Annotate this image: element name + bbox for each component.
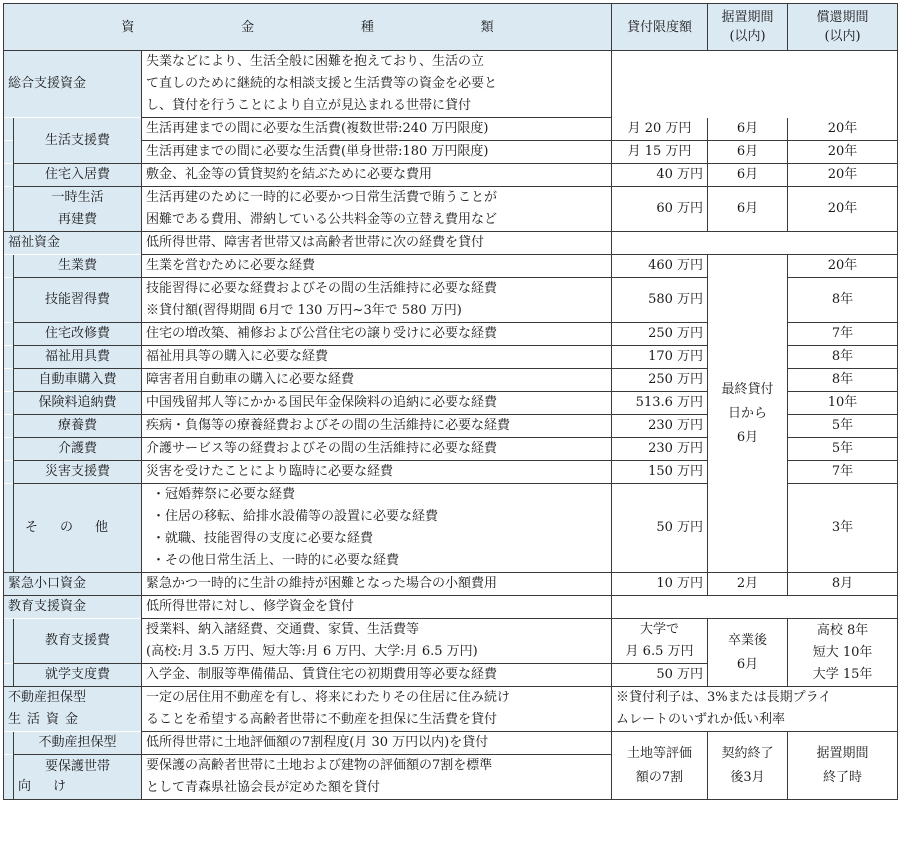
sogo-row bbox=[4, 51, 898, 118]
fukushi-empty bbox=[612, 232, 898, 255]
kyoiku-grace-2: 6月 bbox=[736, 656, 759, 672]
ichiji-limit: 60 万円 bbox=[612, 187, 708, 232]
fukushi-item-name: 介護費 bbox=[14, 438, 142, 461]
fudosan-name-2: 生活資金 bbox=[8, 712, 85, 727]
fukushi-item-limit: 513.6 万円 bbox=[612, 392, 708, 415]
fukushi-item-desc-2: ※貸付額(習得期間 6月で 130 万円~3年で 580 万円) bbox=[146, 303, 462, 318]
kyoiku-category: 教育支援資金 bbox=[4, 596, 142, 619]
fukushi-item-desc: 中国残留邦人等にかかる国民年金保険料の追納に必要な経費 bbox=[142, 392, 612, 415]
sogo-empty bbox=[612, 51, 898, 118]
fudosan-grace-2: 後3月 bbox=[730, 769, 765, 785]
sogo-description bbox=[142, 51, 612, 118]
fudosan-tanpo-row bbox=[4, 732, 898, 755]
kyoiku-shien-desc-1: 授業料、納入諸経費、交通費、家賃、生活費等 bbox=[146, 622, 420, 637]
sonota-line-3: ・就職、技能習得の支度に必要な経費 bbox=[152, 531, 374, 546]
fukushi-item-desc: 障害者用自動車の購入に必要な経費 bbox=[142, 369, 612, 392]
kyoiku-shien-row bbox=[4, 619, 898, 664]
fukushi-item-repay: 5年 bbox=[788, 415, 898, 438]
fukushi-row bbox=[4, 232, 898, 255]
fukushi-grace-2: 日から bbox=[728, 405, 768, 421]
indent-spacer bbox=[4, 118, 14, 141]
fukushi-item-repay: 10年 bbox=[788, 392, 898, 415]
fukushi-grace bbox=[708, 255, 788, 573]
kyoiku-shien-desc-2: (高校:月 3.5 万円、短大等:月 6 万円、大学:月 6.5 万円) bbox=[146, 644, 478, 659]
sonota-line-2: ・住居の移転、給排水設備等の設置に必要な経費 bbox=[152, 509, 439, 524]
jutaku-grace: 6月 bbox=[708, 164, 788, 187]
ichiji-row bbox=[4, 187, 898, 232]
seikatsu-desc-1: 生活再建までの間に必要な生活費(複数世帯:240 万円限度) bbox=[142, 118, 612, 141]
seikatsu-grace-1: 6月 bbox=[708, 118, 788, 141]
header-limit: 貸付限度額 bbox=[612, 4, 708, 51]
fukushi-item-repay: 20年 bbox=[788, 255, 898, 278]
indent-spacer bbox=[4, 484, 14, 573]
kyoiku-desc: 低所得世帯に対し、修学資金を貸付 bbox=[142, 596, 612, 619]
fudosan-yohogo-name-2: 向け bbox=[18, 779, 89, 794]
header-row bbox=[4, 4, 898, 51]
kyoiku-shitaku-desc: 入学金、制服等準備備品、賃貸住宅の初期費用等必要な経費 bbox=[142, 664, 612, 687]
fudosan-category bbox=[4, 687, 142, 732]
fukushi-category: 福祉資金 bbox=[4, 232, 142, 255]
fudosan-repay-1: 据置期間 bbox=[816, 745, 869, 761]
indent-spacer bbox=[4, 278, 14, 323]
fukushi-grace-3: 6月 bbox=[736, 429, 759, 445]
kinkyu-row bbox=[4, 573, 898, 596]
jutaku-name: 住宅入居費 bbox=[14, 164, 142, 187]
sonota-line-1: ・冠婚葬祭に必要な経費 bbox=[152, 487, 296, 502]
fudosan-limit-2: 額の7割 bbox=[635, 769, 684, 785]
fukushi-item-limit: 230 万円 bbox=[612, 438, 708, 461]
ichiji-name-1: 一時生活 bbox=[51, 190, 104, 205]
fukushi-item-desc bbox=[142, 278, 612, 323]
fukushi-item-name: 住宅改修費 bbox=[14, 323, 142, 346]
loan-table-container bbox=[3, 3, 897, 800]
ichiji-desc-1: 生活再建のために一時的に必要かつ日常生活費で賄うことが bbox=[146, 190, 498, 205]
indent-spacer bbox=[4, 664, 14, 687]
indent-spacer bbox=[4, 369, 14, 392]
seikatsu-row-1 bbox=[4, 118, 898, 141]
seikatsu-grace-2: 6月 bbox=[708, 141, 788, 164]
loan-fund-table bbox=[3, 3, 898, 800]
sogo-category: 総合支援資金 bbox=[4, 51, 142, 118]
indent-spacer bbox=[4, 323, 14, 346]
kinkyu-category: 緊急小口資金 bbox=[4, 573, 142, 596]
indent-spacer bbox=[4, 415, 14, 438]
fudosan-tanpo-name: 不動産担保型 bbox=[14, 732, 142, 755]
fukushi-item-desc: 災害を受けたことにより臨時に必要な経費 bbox=[142, 461, 612, 484]
jutaku-desc: 敷金、礼金等の賃貸契約を結ぶために必要な費用 bbox=[142, 164, 612, 187]
header-char-4: 類 bbox=[480, 19, 494, 35]
fudosan-yohogo-name bbox=[14, 755, 142, 800]
fukushi-desc: 低所得世帯、障害者世帯又は高齢者世帯に次の経費を貸付 bbox=[142, 232, 612, 255]
fudosan-desc-2: ることを希望する高齢者世帯に不動産を担保に生活費を貸付 bbox=[146, 712, 498, 727]
sonota-name: その他 bbox=[14, 484, 142, 573]
seikatsu-repay-1: 20年 bbox=[788, 118, 898, 141]
indent-spacer bbox=[4, 619, 14, 664]
fudosan-row bbox=[4, 687, 898, 732]
fukushi-item-name: 生業費 bbox=[14, 255, 142, 278]
fukushi-item-limit: 460 万円 bbox=[612, 255, 708, 278]
header-grace-sub: (以内) bbox=[729, 29, 766, 44]
fudosan-desc-1: 一定の居住用不動産を有し、将来にわたりその住居に住み続け bbox=[146, 690, 511, 705]
header-grace bbox=[708, 4, 788, 51]
fukushi-item-name: 福祉用具費 bbox=[14, 346, 142, 369]
header-repay-label: 償還期間 bbox=[816, 10, 869, 25]
fukushi-item-repay: 8年 bbox=[788, 346, 898, 369]
indent-spacer bbox=[4, 438, 14, 461]
fudosan-repay-2: 終了時 bbox=[823, 769, 863, 785]
fukushi-item-name: 技能習得費 bbox=[14, 278, 142, 323]
header-fund-type bbox=[4, 4, 612, 51]
indent-spacer bbox=[4, 255, 14, 278]
kyoiku-shien-limit bbox=[612, 619, 708, 664]
kyoiku-repay-2: 短大 10年 bbox=[812, 644, 873, 660]
indent-spacer bbox=[4, 732, 14, 755]
fudosan-grace bbox=[708, 732, 788, 800]
fudosan-note bbox=[612, 687, 898, 732]
sonota-limit: 50 万円 bbox=[612, 484, 708, 573]
kyoiku-grace-1: 卒業後 bbox=[728, 632, 768, 648]
sogo-desc-line-1: 失業などにより、生活全般に困難を抱えており、生活の立 bbox=[146, 54, 485, 69]
fukushi-item-name: 自動車購入費 bbox=[14, 369, 142, 392]
header-char-1: 資 bbox=[121, 19, 135, 35]
indent-spacer bbox=[4, 164, 14, 187]
fukushi-item-limit: 170 万円 bbox=[612, 346, 708, 369]
ichiji-grace: 6月 bbox=[708, 187, 788, 232]
kyoiku-row bbox=[4, 596, 898, 619]
header-repay-sub: (以内) bbox=[824, 29, 861, 44]
seikatsu-limit-2: 月 15 万円 bbox=[612, 141, 708, 164]
kyoiku-shitaku-name: 就学支度費 bbox=[14, 664, 142, 687]
fukushi-item-desc: 介護サービス等の経費およびその間の生活維持に必要な経費 bbox=[142, 438, 612, 461]
ichiji-name-2: 再建費 bbox=[57, 212, 97, 227]
fudosan-yohogo-desc bbox=[142, 755, 612, 800]
seikatsu-desc-2: 生活再建までの間に必要な生活費(単身世帯:180 万円限度) bbox=[142, 141, 612, 164]
sogo-desc-line-2: て直しのために継続的な相談支援と生活費等の資金を必要と bbox=[146, 76, 498, 91]
fukushi-item-desc: 福祉用具等の購入に必要な経費 bbox=[142, 346, 612, 369]
fukushi-item-name: 保険料追納費 bbox=[14, 392, 142, 415]
sonota-repay: 3年 bbox=[788, 484, 898, 573]
ichiji-desc bbox=[142, 187, 612, 232]
kyoiku-shitaku-limit: 50 万円 bbox=[612, 664, 708, 687]
fudosan-limit-1: 土地等評価 bbox=[627, 745, 693, 761]
fudosan-name-1: 不動産担保型 bbox=[8, 690, 87, 705]
kyoiku-repay bbox=[788, 619, 898, 687]
fukushi-item-0 bbox=[4, 255, 898, 278]
kyoiku-shien-limit-2: 月 6.5 万円 bbox=[625, 644, 694, 659]
fukushi-item-limit: 150 万円 bbox=[612, 461, 708, 484]
sogo-desc-line-3: し、貸付を行うことにより自立が見込まれる世帯に貸付 bbox=[146, 98, 472, 113]
ichiji-repay: 20年 bbox=[788, 187, 898, 232]
seikatsu-name: 生活支援費 bbox=[14, 118, 142, 164]
fudosan-tanpo-desc: 低所得世帯に土地評価額の7割程度(月 30 万円以内)を貸付 bbox=[142, 732, 612, 755]
fudosan-note-2: ムレートのいずれか低い利率 bbox=[616, 712, 786, 727]
sonota-desc bbox=[142, 484, 612, 573]
kinkyu-grace: 2月 bbox=[708, 573, 788, 596]
kyoiku-shien-name: 教育支援費 bbox=[14, 619, 142, 664]
kinkyu-limit: 10 万円 bbox=[612, 573, 708, 596]
fukushi-item-repay: 7年 bbox=[788, 323, 898, 346]
ichiji-desc-2: 困難である費用、滞納している公共料金等の立替え費用など bbox=[146, 212, 498, 227]
kyoiku-grace bbox=[708, 619, 788, 687]
fukushi-item-desc: 生業を営むために必要な経費 bbox=[142, 255, 612, 278]
seikatsu-repay-2: 20年 bbox=[788, 141, 898, 164]
fukushi-item-limit: 230 万円 bbox=[612, 415, 708, 438]
fukushi-item-desc: 住宅の増改築、補修および公営住宅の譲り受けに必要な経費 bbox=[142, 323, 612, 346]
fukushi-item-name: 災害支援費 bbox=[14, 461, 142, 484]
fudosan-limit bbox=[612, 732, 708, 800]
fukushi-item-desc: 疾病・負傷等の療養経費およびその間の生活維持に必要な経費 bbox=[142, 415, 612, 438]
header-char-2: 金 bbox=[241, 19, 255, 35]
fukushi-grace-1: 最終貸付 bbox=[721, 381, 774, 397]
jutaku-row bbox=[4, 164, 898, 187]
fukushi-item-name: 療養費 bbox=[14, 415, 142, 438]
fukushi-item-limit: 250 万円 bbox=[612, 369, 708, 392]
jutaku-repay: 20年 bbox=[788, 164, 898, 187]
sonota-line-4: ・その他日常生活上、一時的に必要な経費 bbox=[152, 553, 400, 568]
kyoiku-empty bbox=[612, 596, 898, 619]
indent-spacer bbox=[4, 461, 14, 484]
indent-spacer bbox=[4, 392, 14, 415]
fukushi-item-desc-1: 技能習得に必要な経費およびその間の生活維持に必要な経費 bbox=[146, 281, 498, 296]
kyoiku-shien-limit-1: 大学で bbox=[640, 622, 680, 637]
fukushi-item-repay: 8年 bbox=[788, 278, 898, 323]
fudosan-grace-1: 契約終了 bbox=[721, 745, 774, 761]
jutaku-limit: 40 万円 bbox=[612, 164, 708, 187]
fudosan-note-1: ※貸付利子は、3%または長期プライ bbox=[616, 690, 832, 705]
fudosan-yohogo-desc-1: 要保護の高齢者世帯に土地および建物の評価額の7割を標準 bbox=[146, 758, 493, 773]
fukushi-item-repay: 5年 bbox=[788, 438, 898, 461]
kinkyu-repay: 8月 bbox=[788, 573, 898, 596]
header-char-3: 種 bbox=[360, 19, 374, 35]
indent-spacer bbox=[4, 141, 14, 164]
fukushi-item-repay: 7年 bbox=[788, 461, 898, 484]
header-grace-label: 据置期間 bbox=[721, 10, 774, 25]
kyoiku-repay-3: 大学 15年 bbox=[812, 666, 873, 682]
fukushi-item-limit: 250 万円 bbox=[612, 323, 708, 346]
fukushi-item-repay: 8年 bbox=[788, 369, 898, 392]
kyoiku-repay-1: 高校 8年 bbox=[816, 622, 869, 638]
indent-spacer bbox=[4, 187, 14, 232]
fudosan-yohogo-name-1: 要保護世帯 bbox=[44, 759, 110, 774]
fukushi-item-limit: 580 万円 bbox=[612, 278, 708, 323]
fudosan-yohogo-desc-2: として青森県社協会長が定めた額を貸付 bbox=[146, 780, 381, 795]
fudosan-repay bbox=[788, 732, 898, 800]
indent-spacer bbox=[4, 346, 14, 369]
ichiji-name bbox=[14, 187, 142, 232]
seikatsu-limit-1: 月 20 万円 bbox=[612, 118, 708, 141]
header-repay bbox=[788, 4, 898, 51]
fudosan-desc bbox=[142, 687, 612, 732]
kinkyu-desc: 緊急かつ一時的に生計の維持が困難となった場合の小額費用 bbox=[142, 573, 612, 596]
indent-spacer bbox=[4, 755, 14, 800]
kyoiku-shien-desc bbox=[142, 619, 612, 664]
